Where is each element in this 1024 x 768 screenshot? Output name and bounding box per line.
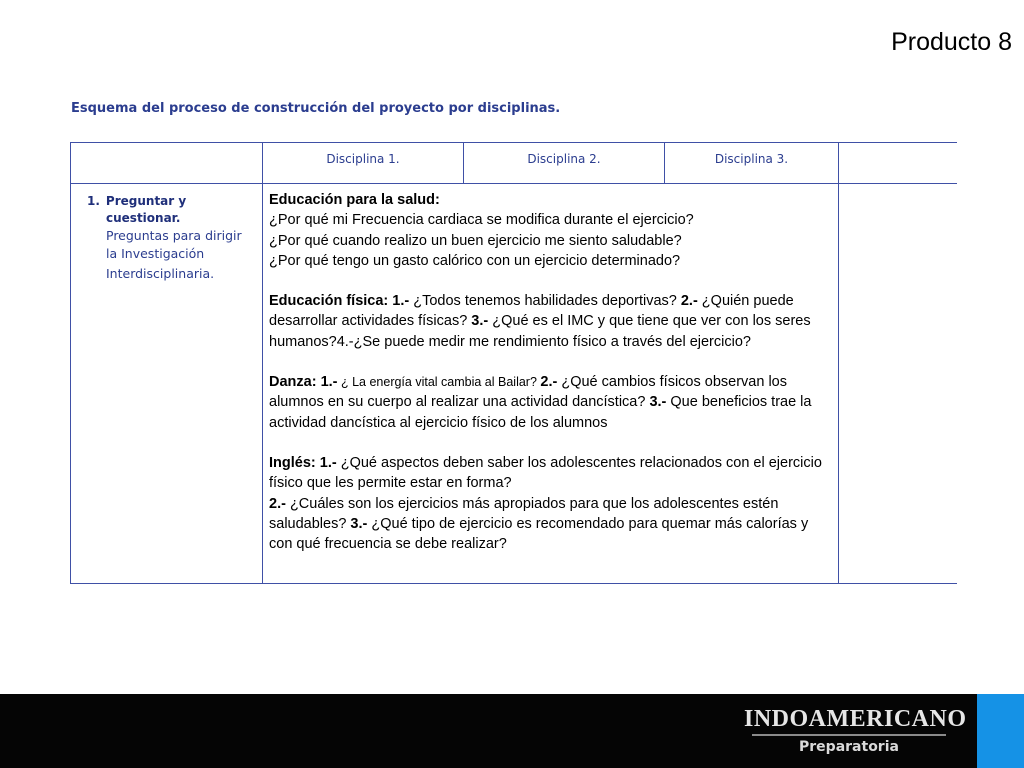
step-title: 1. Preguntar y cuestionar.: [87, 194, 187, 225]
brand-subtitle: Preparatoria: [799, 739, 899, 755]
header-extra: [839, 143, 957, 184]
header-empty: [71, 143, 263, 184]
brand-logo: [744, 706, 967, 755]
salud-question: ¿Por qué cuando realizo un buen ejercicio me siento saludable?: [269, 232, 682, 249]
brand-name: INDOAMERICANO: [744, 706, 967, 732]
header-disciplina-1: Disciplina 1.: [263, 143, 464, 184]
slide-title: Producto 8: [891, 28, 1012, 56]
footer-bar: [0, 694, 1024, 768]
table-row: [71, 184, 957, 584]
salud-question: ¿Por qué tengo un gasto calórico con un ejercicio determinado?: [269, 252, 681, 269]
step-subtitle-line: Preguntas para dirigir: [106, 228, 242, 243]
step-subtitle-line: Interdisciplinaria.: [106, 266, 215, 281]
salud-heading: Educación para la salud:: [269, 192, 440, 208]
ingles-heading: Inglés:: [269, 454, 316, 471]
fisica-block: Educación física: 1.- ¿Todos tenemos habilidades deportivas? 2.- ¿Quién puede desarrollar actividades físicas? 3.- ¿Qué es el IMC y que tiene que ver con los seres humanos?4.-¿Se puede medir me rendimiento físico a través del ejercicio?: [269, 293, 811, 350]
ingles-block: Inglés: 1.- ¿Qué aspectos deben saber los adolescentes relacionados con el ejercicio físico que les permite estar en forma? 2.- ¿Cuáles son los ejercicios más apropiados para que los adolescentes estén saludables? 3.- ¿Qué tipo de ejercicio es recomendado para quemar más calorías y con qué frecuencia se debe realizar?: [269, 454, 822, 553]
step-subtitle-line: la Investigación: [106, 246, 205, 261]
salud-block: [269, 190, 832, 271]
salud-question: ¿Por qué mi Frecuencia cardiaca se modifica durante el ejercicio?: [269, 212, 694, 229]
header-disciplina-2: Disciplina 2.: [464, 143, 665, 184]
danza-heading: Danza:: [269, 374, 317, 391]
brand-divider: [752, 734, 946, 736]
table-header-row: [71, 143, 957, 184]
step-label-cell: [71, 184, 263, 584]
header-disciplina-3: Disciplina 3.: [665, 143, 839, 184]
questions-cell: [263, 184, 839, 584]
footer-accent-block: [977, 694, 1024, 768]
disciplines-table: [70, 142, 957, 584]
extra-empty-cell: [839, 184, 957, 584]
table-caption: Esquema del proceso de construcción del proyecto por disciplinas.: [71, 101, 561, 116]
fisica-heading: Educación física:: [269, 293, 389, 310]
danza-block: Danza: 1.- ¿ La energía vital cambia al Bailar? 2.- ¿Qué cambios físicos observan los alumnos en su cuerpo al realizar una actividad dancística? 3.- Que beneficios trae la actividad dancística al ejercicio físico de los alumnos: [269, 374, 812, 431]
